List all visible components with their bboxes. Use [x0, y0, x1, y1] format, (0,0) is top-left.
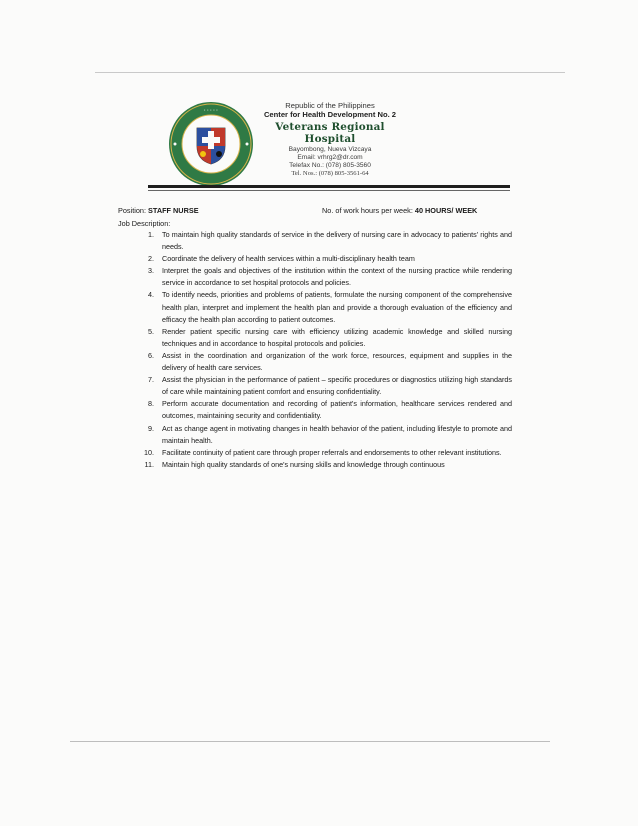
duty-text: Act as change agent in motivating changes in health behavior of the patient, including lifestyle to promote and maintain health. — [162, 423, 512, 445]
duty-text: Coordinate the delivery of health services within a multi-disciplinary health team — [162, 254, 415, 264]
duty-text: Interpret the goals and objectives of the institution within the context of the nursing practice while rendering service in accordance to set hospital protocols and policies. — [162, 266, 512, 288]
duty-item — [140, 253, 512, 265]
duty-number: 7. — [148, 375, 154, 385]
hospital-name: Veterans Regional Hospital — [275, 120, 385, 146]
duty-text: Perform accurate documentation and recording of patient's information, healthcare services rendered and outcomes, maintaining security and confidentiality. — [162, 399, 512, 421]
duty-number: 10. — [144, 447, 154, 457]
center-line: Center for Health Development No. 2 — [263, 109, 397, 119]
position-field — [118, 206, 199, 215]
duty-number: 3. — [148, 266, 154, 276]
hours-value: 40 HOURS/ WEEK — [414, 206, 478, 215]
hours-field — [322, 206, 477, 215]
duty-text: Assist in the coordination and organization of the work force, resources, equipment and supplies in the delivery of health care services. — [162, 350, 512, 373]
duty-item — [140, 229, 512, 253]
job-description-label: Job Description: — [118, 219, 171, 228]
republic-line: Republic of the Philippines — [285, 101, 375, 110]
duty-number: 6. — [148, 350, 154, 360]
header-rule-thick — [148, 185, 510, 188]
duty-item — [140, 423, 512, 447]
duty-text: To maintain high quality standards of service in the delivery of nursing care in advocacy to patients' rights and needs. — [162, 230, 512, 252]
duty-item — [140, 459, 512, 471]
position-value: STAFF NURSE — [148, 206, 199, 215]
hospital-seal-icon — [167, 100, 255, 188]
tel-line: Tel. Nos.: (078) 805-3561-64 — [291, 169, 369, 177]
duty-number: 1. — [148, 230, 154, 239]
duty-text: Maintain high quality standards of one's nursing skills and knowledge through continuous — [162, 459, 445, 469]
scan-edge-bottom — [70, 741, 550, 742]
duty-item — [140, 398, 512, 422]
duty-number: 5. — [148, 326, 154, 336]
duty-text: Assist the physician in the performance of patient – specific procedures or diagnostics utilizing high standards of care while maintaining patient comfort and ensuring confidentiality. — [162, 375, 512, 397]
letterhead — [255, 102, 405, 178]
duty-item — [140, 447, 512, 459]
duty-number: 4. — [148, 290, 154, 300]
address-line: Bayombong, Nueva Vizcaya — [288, 146, 372, 154]
duty-item — [140, 289, 512, 325]
duty-text: To identify needs, priorities and problems of patients, formulate the nursing component of the comprehensive health plan, interpret and implement the health plan and provide a thorough evaluation of the efficiency and efficacy the health plan according to patient outcomes. — [162, 290, 512, 324]
duty-number: 2. — [148, 254, 154, 264]
scan-edge-top — [95, 72, 565, 73]
svg-text:· · · · ·: · · · · · — [204, 108, 218, 114]
email-line: Email: vrhrg2@dr.com — [297, 154, 363, 162]
duty-item — [140, 265, 512, 289]
duty-item — [140, 374, 512, 398]
duty-number: 8. — [148, 399, 154, 409]
duty-item — [140, 350, 512, 374]
duty-number: 9. — [148, 423, 154, 433]
hours-label: No. of work hours per week: — [322, 206, 413, 215]
header-rule-thin — [148, 190, 510, 191]
duty-number: 11. — [144, 459, 154, 469]
telefax-line: Telefax No.: (078) 805-3560 — [289, 161, 371, 169]
position-label: Position: — [118, 206, 146, 215]
duty-item — [140, 326, 512, 350]
duty-text: Facilitate continuity of patient care through proper referrals and endorsements to other relevant institutions. — [162, 447, 502, 457]
duty-list — [140, 229, 512, 471]
duty-text: Render patient specific nursing care with efficiency utilizing academic knowledge and skilled nursing techniques and in accordance to hospital protocols and policies. — [162, 326, 512, 348]
